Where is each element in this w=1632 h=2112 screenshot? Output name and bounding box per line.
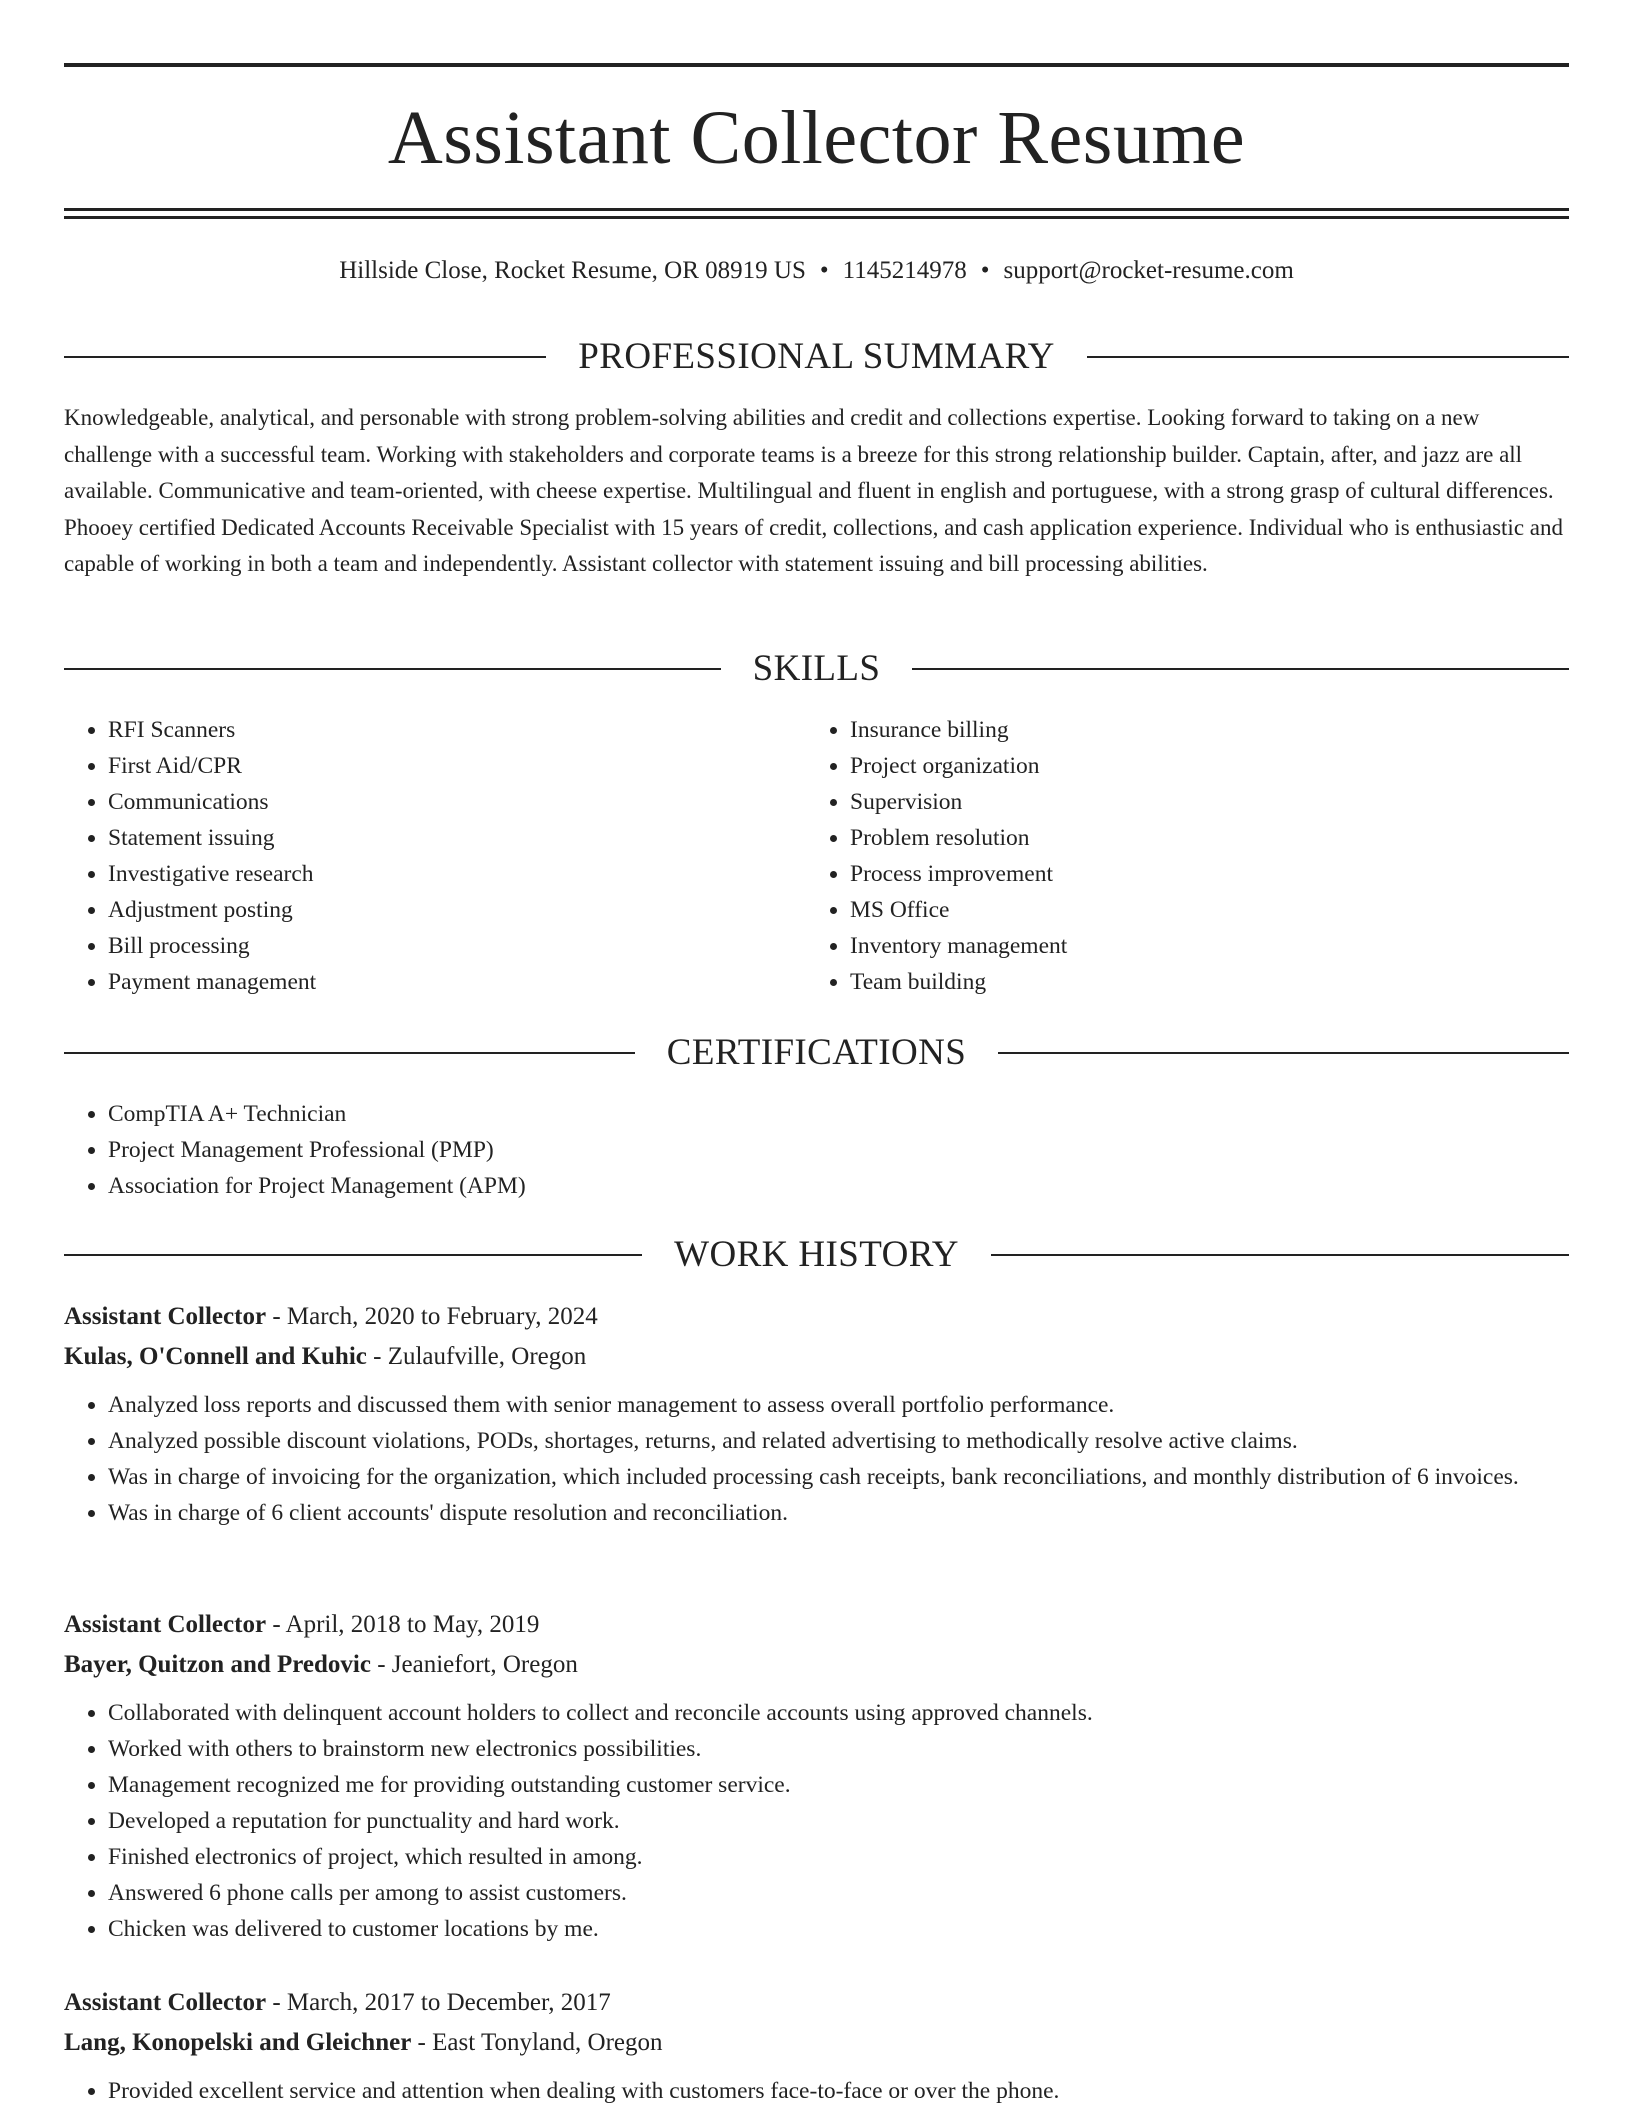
job-company-line [64,2023,1569,2063]
job-bullet: • Analyzed loss reports and discussed them with senior management to assess overall portfolio performance. [108,1387,1569,1423]
top-rule [64,63,1569,67]
section-divider [1087,356,1569,358]
section-divider [998,1052,1569,1054]
job-company: Bayer, Quitzon and Predovic [64,1651,371,1678]
job-company: Kulas, O'Connell and Kuhic [64,1343,367,1370]
section-divider [64,356,546,358]
contact-email: support@rocket-resume.com [1003,257,1294,284]
skill-item: • Communications [108,784,806,820]
job-bullet: • Developed a reputation for punctuality and hard work. [108,1803,1569,1839]
summary-section-header [64,338,1569,375]
job-company-line [64,1337,1569,1377]
certifications-list [64,1096,1613,1204]
job-bullet: • Was in charge of 6 client accounts' dispute resolution and reconciliation. [108,1495,1569,1531]
job-title-line [64,1297,1569,1337]
contact-line [64,258,1569,283]
job-bullets [64,2073,1569,2109]
section-title: SKILLS [752,648,881,689]
job-entry [64,1605,1569,1947]
section-divider [912,668,1569,670]
certifications-section-header [64,1034,1569,1071]
certification-item: • Project Management Professional (PMP) [108,1132,1613,1168]
contact-separator: • [980,257,990,284]
skill-item: • Inventory management [850,928,1569,964]
job-title: Assistant Collector [64,1611,267,1638]
job-dates: - April, 2018 to May, 2019 [272,1611,540,1638]
skill-item: • Supervision [850,784,1569,820]
skills-column-left [64,712,806,1000]
skill-item: • Problem resolution [850,820,1569,856]
section-title: WORK HISTORY [674,1234,959,1275]
skill-item: • Process improvement [850,856,1569,892]
skills-list [64,712,1569,1000]
job-bullets [64,1387,1569,1531]
job-bullets [64,1695,1569,1947]
skill-item: • Bill processing [108,928,806,964]
job-bullet: • Worked with others to brainstorm new electronics possibilities. [108,1731,1569,1767]
contact-address: Hillside Close, Rocket Resume, OR 08919 US [339,257,806,284]
job-title-line [64,1983,1569,2023]
skill-item: • RFI Scanners [108,712,806,748]
skill-item: • First Aid/CPR [108,748,806,784]
skill-item: • Investigative research [108,856,806,892]
section-title: CERTIFICATIONS [666,1032,967,1073]
job-company-line [64,1645,1569,1685]
summary-text: Knowledgeable, analytical, and personable with strong problem-solving abilities and credit and collections expertise. Looking forward to taking on a new challenge with a successful team. Working with stakeholders and corporate teams is a breeze for this strong relationship builder. Captain, after, and jazz are all available. Communicative and team-oriented, with cheese expertise. Multilingual and fluent in english and portuguese, with a strong grasp of cultural differences. Phooey certified Dedicated Accounts Receivable Specialist with 15 years of credit, collections, and cash application experience. Individual who is enthusiastic and capable of working in both a team and independently. Assistant collector with statement issuing and bill processing abilities. [64,405,1563,576]
skills-column-right [806,712,1569,1000]
skill-item: • Insurance billing [850,712,1569,748]
job-location: - Zulaufville, Oregon [373,1343,587,1370]
job-title: Assistant Collector [64,1303,267,1330]
job-bullet: • Answered 6 phone calls per among to assist customers. [108,1875,1569,1911]
section-divider [64,1254,642,1256]
job-location: - East Tonyland, Oregon [417,2029,663,2056]
skill-item: • Statement issuing [108,820,806,856]
job-dates: - March, 2020 to February, 2024 [272,1303,598,1330]
skill-item: • Adjustment posting [108,892,806,928]
job-bullet: • Analyzed possible discount violations, PODs, shortages, returns, and related advertising to methodically resolve active claims. [108,1423,1569,1459]
contact-separator: • [819,257,829,284]
job-company: Lang, Konopelski and Gleichner [64,2029,412,2056]
section-divider [991,1254,1569,1256]
skill-item: • Team building [850,964,1569,1000]
section-title: PROFESSIONAL SUMMARY [578,336,1055,377]
job-location: - Jeaniefort, Oregon [377,1651,578,1678]
job-title-line [64,1605,1569,1645]
job-title: Assistant Collector [64,1989,267,2016]
skill-item: • MS Office [850,892,1569,928]
page-title: Assistant Collector Resume [387,96,1246,180]
work-history-section-header [64,1236,1569,1273]
job-dates: - March, 2017 to December, 2017 [272,1989,611,2016]
section-divider [64,668,721,670]
title-double-rule [64,208,1569,219]
certification-item: • Association for Project Management (APM) [108,1168,1613,1204]
skill-item: • Payment management [108,964,806,1000]
job-bullet: • Provided excellent service and attention when dealing with customers face-to-face or over the phone. [108,2073,1569,2109]
job-bullet: • Was in charge of invoicing for the organization, which included processing cash receipts, bank reconciliations, and monthly distribution of 6 invoices. [108,1459,1569,1495]
job-bullet: • Finished electronics of project, which resulted in among. [108,1839,1569,1875]
job-bullet: • Collaborated with delinquent account holders to collect and reconcile accounts using approved channels. [108,1695,1569,1731]
job-entry [64,1297,1569,1531]
section-divider [64,1052,635,1054]
job-entry [64,1983,1569,2109]
job-bullet: • Chicken was delivered to customer locations by me. [108,1911,1569,1947]
skills-section-header [64,650,1569,687]
certification-item: • CompTIA A+ Technician [108,1096,1613,1132]
job-bullet: • Management recognized me for providing outstanding customer service. [108,1767,1569,1803]
contact-phone: 1145214978 [842,257,967,284]
skill-item: • Project organization [850,748,1569,784]
